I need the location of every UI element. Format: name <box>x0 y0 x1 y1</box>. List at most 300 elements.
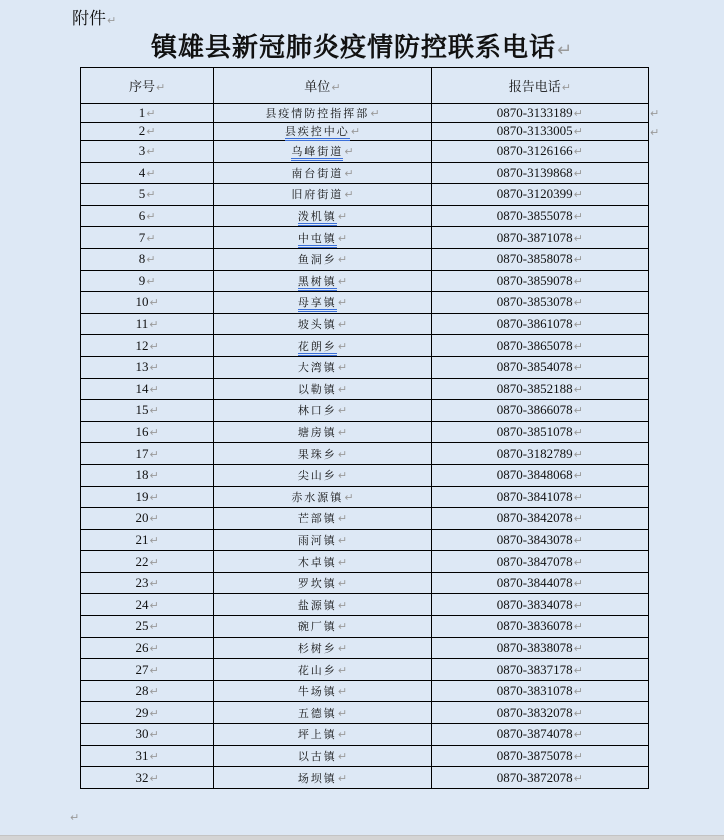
paragraph-mark-icon: ↵ <box>337 339 348 353</box>
cell-phone-text: 0870-3859078 <box>496 272 573 288</box>
cell-phone-text: 0870-3133005 <box>496 123 573 139</box>
cell-unit <box>214 551 431 573</box>
paragraph-mark-icon: ↵ <box>573 274 583 288</box>
paragraph-mark-icon: ↵ <box>650 126 660 139</box>
cell-phone-text: 0870-3126166 <box>496 143 573 159</box>
cell-unit-text: 乌峰街道 <box>291 145 343 161</box>
cell-phone <box>431 508 648 530</box>
cell-seq <box>81 637 214 659</box>
cell-unit <box>214 702 431 724</box>
cell-unit <box>214 356 431 378</box>
cell-seq-text: 3 <box>138 143 146 159</box>
paragraph-mark-icon: ↵ <box>344 166 354 180</box>
table-row <box>81 745 649 767</box>
cell-phone-text: 0870-3855078 <box>496 208 573 224</box>
paragraph-mark-icon: ↵ <box>370 106 380 120</box>
paragraph-mark-icon: ↵ <box>149 771 159 785</box>
paragraph-mark-icon: ↵ <box>573 749 583 763</box>
paragraph-mark-icon: ↵ <box>573 685 583 699</box>
attachment-label: 附件↵ <box>72 9 117 29</box>
table-row <box>81 767 649 789</box>
cell-seq-text: 25 <box>135 618 149 634</box>
cell-seq <box>81 767 214 789</box>
table-row <box>81 205 649 227</box>
cell-unit <box>214 745 431 767</box>
cell-seq-text: 23 <box>135 575 149 591</box>
cell-phone-text: 0870-3848068 <box>496 467 573 483</box>
paragraph-mark-icon: ↵ <box>149 533 159 547</box>
cell-seq-text: 6 <box>138 208 146 224</box>
table-row <box>81 616 649 638</box>
cell-unit <box>214 724 431 746</box>
cell-unit <box>214 572 431 594</box>
paragraph-mark-icon: ↵ <box>573 620 583 634</box>
paragraph-mark-icon: ↵ <box>149 598 159 612</box>
paragraph-mark-icon: ↵ <box>337 361 348 375</box>
cell-phone <box>431 724 648 746</box>
cell-seq <box>81 724 214 746</box>
cell-seq <box>81 335 214 357</box>
cell-phone <box>431 104 648 123</box>
cell-seq <box>81 594 214 616</box>
cell-unit <box>214 637 431 659</box>
cell-phone <box>431 637 648 659</box>
table-row <box>81 104 649 123</box>
paragraph-mark-icon: ↵ <box>573 188 583 202</box>
cell-seq <box>81 141 214 163</box>
paragraph-mark-icon: ↵ <box>337 533 348 547</box>
cell-seq <box>81 227 214 249</box>
cell-unit <box>214 529 431 551</box>
cell-unit-text: 赤水源镇 <box>291 490 344 504</box>
paragraph-mark-icon: ↵ <box>337 577 348 591</box>
cell-unit-text: 碗厂镇 <box>297 620 337 634</box>
paragraph-mark-icon: ↵ <box>344 145 354 159</box>
paragraph-mark-icon: ↵ <box>149 490 159 504</box>
table-row <box>81 378 649 400</box>
cell-seq <box>81 292 214 314</box>
cell-seq <box>81 680 214 702</box>
table-row <box>81 335 649 357</box>
table-row <box>81 421 649 443</box>
paragraph-mark-icon: ↵ <box>573 490 583 504</box>
cell-phone <box>431 767 648 789</box>
paragraph-mark-icon: ↵ <box>337 447 348 461</box>
cell-phone <box>431 227 648 249</box>
document-title: 镇雄县新冠肺炎疫情防控联系电话↵ <box>150 33 574 63</box>
cell-seq-text: 27 <box>135 661 149 677</box>
cell-phone <box>431 443 648 465</box>
cell-phone <box>431 702 648 724</box>
cell-phone-text: 0870-3852188 <box>496 380 573 396</box>
cell-unit <box>214 270 431 292</box>
cell-unit-text: 塘房镇 <box>297 426 337 440</box>
cell-phone <box>431 356 648 378</box>
header-unit: 单位↵ <box>214 68 431 104</box>
paragraph-mark-icon: ↵ <box>149 620 159 634</box>
paragraph-mark-icon: ↵ <box>149 296 159 310</box>
paragraph-mark-icon: ↵ <box>337 663 348 677</box>
paragraph-mark-icon: ↵ <box>146 188 156 202</box>
paragraph-mark-icon: ↵ <box>149 339 159 353</box>
paragraph-mark-icon: ↵ <box>149 318 159 332</box>
cell-unit-text: 黑树镇 <box>298 275 337 291</box>
paragraph-mark-icon: ↵ <box>149 749 159 763</box>
cell-phone <box>431 141 648 163</box>
cell-phone <box>431 659 648 681</box>
cell-seq-text: 26 <box>135 639 149 655</box>
cell-unit <box>214 248 431 270</box>
cell-phone <box>431 248 648 270</box>
cell-unit-text: 牛场镇 <box>297 685 337 699</box>
paragraph-mark-icon: ↵ <box>337 210 348 224</box>
cell-seq-text: 32 <box>135 769 149 785</box>
cell-phone-text: 0870-3854078 <box>496 359 573 375</box>
paragraph-mark-icon: ↵ <box>146 106 156 120</box>
paragraph-mark-icon: ↵ <box>146 166 156 180</box>
cell-phone-text: 0870-3875078 <box>496 747 573 763</box>
paragraph-mark-icon: ↵ <box>146 210 156 224</box>
table-row <box>81 356 649 378</box>
paragraph-mark-icon: ↵ <box>337 469 348 483</box>
cell-unit <box>214 400 431 422</box>
paragraph-mark-icon: ↵ <box>573 728 583 742</box>
cell-unit <box>214 184 431 206</box>
table-row <box>81 248 649 270</box>
paragraph-mark-icon: ↵ <box>344 490 354 504</box>
table-row <box>81 551 649 573</box>
cell-unit-text: 中屯镇 <box>298 232 337 248</box>
cell-seq <box>81 551 214 573</box>
table-row <box>81 270 649 292</box>
cell-seq-text: 12 <box>135 337 149 353</box>
paragraph-mark-icon: ↵ <box>337 641 348 655</box>
cell-seq-text: 1 <box>138 104 146 120</box>
table-row <box>81 572 649 594</box>
cell-seq-text: 21 <box>135 531 149 547</box>
paragraph-mark-icon: ↵ <box>337 318 348 332</box>
cell-phone <box>431 529 648 551</box>
table-row <box>81 529 649 551</box>
table-row <box>81 508 649 530</box>
cell-unit-text: 林口乡 <box>297 404 337 418</box>
cell-phone-text: 0870-3858078 <box>496 251 573 267</box>
table-row <box>81 292 649 314</box>
cell-seq <box>81 205 214 227</box>
cell-seq <box>81 443 214 465</box>
cell-unit-text: 县疫情防控指挥部 <box>265 106 370 120</box>
cell-phone-text: 0870-3872078 <box>496 769 573 785</box>
cell-unit-text: 泼机镇 <box>298 210 337 226</box>
cell-phone <box>431 378 648 400</box>
cell-unit <box>214 659 431 681</box>
cell-seq-text: 11 <box>135 316 149 332</box>
cell-unit-text: 芒部镇 <box>297 512 337 526</box>
paragraph-mark-icon: ↵ <box>337 512 348 526</box>
cell-seq <box>81 572 214 594</box>
paragraph-mark-icon: ↵ <box>149 685 159 699</box>
cell-seq <box>81 104 214 123</box>
header-seq: 序号↵ <box>81 68 214 104</box>
cell-phone <box>431 270 648 292</box>
paragraph-mark-icon: ↵ <box>573 106 583 120</box>
paragraph-mark-icon: ↵ <box>146 253 156 267</box>
paragraph-mark-icon: ↵ <box>350 125 361 139</box>
cell-seq <box>81 248 214 270</box>
cell-seq <box>81 659 214 681</box>
paragraph-mark-icon: ↵ <box>337 706 348 720</box>
paragraph-mark-icon: ↵ <box>146 231 156 245</box>
cell-unit-text: 以古镇 <box>297 749 337 763</box>
cell-seq <box>81 270 214 292</box>
cell-phone <box>431 486 648 508</box>
paragraph-mark-icon: ↵ <box>337 231 348 245</box>
table-row <box>81 162 649 184</box>
cell-unit <box>214 378 431 400</box>
cell-unit-text: 盐源镇 <box>297 598 337 612</box>
cell-phone <box>431 745 648 767</box>
paragraph-mark-icon: ↵ <box>573 598 583 612</box>
paragraph-mark-icon: ↵ <box>337 620 348 634</box>
table-row <box>81 122 649 141</box>
paragraph-mark-icon: ↵ <box>573 404 583 418</box>
cell-unit <box>214 227 431 249</box>
paragraph-mark-icon: ↵ <box>556 40 574 61</box>
contacts-table <box>80 67 649 789</box>
cell-phone-text: 0870-3838078 <box>496 639 573 655</box>
cell-unit <box>214 464 431 486</box>
cell-phone-text: 0870-3861078 <box>496 316 573 332</box>
paragraph-mark-icon: ↵ <box>337 685 348 699</box>
table-row <box>81 702 649 724</box>
cell-phone-text: 0870-3836078 <box>496 618 573 634</box>
paragraph-mark-icon: ↵ <box>107 14 117 27</box>
paragraph-mark-icon: ↵ <box>149 426 159 440</box>
paragraph-mark-icon: ↵ <box>337 728 348 742</box>
cell-seq-text: 20 <box>135 510 149 526</box>
cell-seq-text: 13 <box>135 359 149 375</box>
cell-unit <box>214 104 431 123</box>
paragraph-mark-icon: ↵ <box>70 811 80 824</box>
table-row <box>81 313 649 335</box>
cell-unit-text: 花山乡 <box>297 663 337 677</box>
cell-unit <box>214 443 431 465</box>
paragraph-mark-icon: ↵ <box>149 404 159 418</box>
paragraph-mark-icon: ↵ <box>149 641 159 655</box>
cell-phone-text: 0870-3831078 <box>496 683 573 699</box>
paragraph-mark-icon: ↵ <box>149 382 159 396</box>
paragraph-mark-icon: ↵ <box>149 706 159 720</box>
cell-phone-text: 0870-3843078 <box>496 531 573 547</box>
cell-seq-text: 10 <box>135 294 149 310</box>
cell-seq-text: 17 <box>135 445 149 461</box>
paragraph-mark-icon: ↵ <box>337 382 348 396</box>
cell-unit-text: 木卓镇 <box>297 555 337 569</box>
cell-phone-text: 0870-3874078 <box>496 726 573 742</box>
table-row <box>81 724 649 746</box>
paragraph-mark-icon: ↵ <box>573 771 583 785</box>
cell-unit <box>214 486 431 508</box>
paragraph-mark-icon: ↵ <box>650 107 660 120</box>
cell-seq-text: 29 <box>135 704 149 720</box>
cell-phone-text: 0870-3844078 <box>496 575 573 591</box>
paragraph-mark-icon: ↵ <box>344 188 354 202</box>
paragraph-mark-icon: ↵ <box>573 706 583 720</box>
cell-seq <box>81 400 214 422</box>
cell-phone <box>431 292 648 314</box>
cell-seq-text: 14 <box>135 380 149 396</box>
cell-seq <box>81 529 214 551</box>
paragraph-mark-icon: ↵ <box>337 296 348 310</box>
cell-phone-text: 0870-3120399 <box>496 186 573 202</box>
cell-seq <box>81 745 214 767</box>
table-row <box>81 184 649 206</box>
paragraph-mark-icon: ↵ <box>573 533 583 547</box>
paragraph-mark-icon: ↵ <box>573 210 583 224</box>
cell-unit-text: 杉树乡 <box>297 641 337 655</box>
cell-unit-text: 花朗乡 <box>298 340 337 356</box>
cell-seq <box>81 486 214 508</box>
paragraph-mark-icon: ↵ <box>337 749 348 763</box>
cell-unit-text: 南台街道 <box>291 166 344 180</box>
cell-unit-text: 鱼洞乡 <box>297 253 337 267</box>
cell-seq <box>81 702 214 724</box>
cell-unit-text: 雨河镇 <box>297 533 337 547</box>
cell-unit <box>214 162 431 184</box>
paragraph-mark-icon: ↵ <box>573 426 583 440</box>
cell-seq-text: 2 <box>138 123 146 139</box>
paragraph-mark-icon: ↵ <box>573 231 583 245</box>
paragraph-mark-icon: ↵ <box>573 382 583 396</box>
cell-phone-text: 0870-3871078 <box>496 229 573 245</box>
cell-phone <box>431 313 648 335</box>
paragraph-mark-icon: ↵ <box>573 469 583 483</box>
table-row <box>81 400 649 422</box>
table-row <box>81 680 649 702</box>
cell-seq-text: 9 <box>138 272 146 288</box>
table-row <box>81 594 649 616</box>
paragraph-mark-icon: ↵ <box>573 663 583 677</box>
cell-phone-text: 0870-3847078 <box>496 553 573 569</box>
cell-seq-text: 30 <box>135 726 149 742</box>
cell-seq-text: 4 <box>138 164 146 180</box>
cell-phone <box>431 680 648 702</box>
cell-seq-text: 8 <box>138 251 146 267</box>
cell-phone <box>431 551 648 573</box>
cell-phone <box>431 616 648 638</box>
cell-unit-text: 以勒镇 <box>297 382 337 396</box>
cell-seq-text: 5 <box>138 186 146 202</box>
paragraph-mark-icon: ↵ <box>573 641 583 655</box>
cell-unit-text: 坪上镇 <box>297 728 337 742</box>
paragraph-mark-icon: ↵ <box>573 577 583 591</box>
paragraph-mark-icon: ↵ <box>337 426 348 440</box>
cell-phone-text: 0870-3832078 <box>496 704 573 720</box>
cell-unit <box>214 141 431 163</box>
cell-phone-text: 0870-3851078 <box>496 424 573 440</box>
paragraph-mark-icon: ↵ <box>337 555 348 569</box>
paragraph-mark-icon: ↵ <box>149 577 159 591</box>
cell-unit <box>214 421 431 443</box>
cell-unit-text: 母享镇 <box>298 296 337 312</box>
paragraph-mark-icon: ↵ <box>149 728 159 742</box>
paragraph-mark-icon: ↵ <box>149 469 159 483</box>
cell-seq <box>81 184 214 206</box>
paragraph-mark-icon: ↵ <box>337 253 348 267</box>
cell-phone <box>431 122 648 141</box>
cell-unit <box>214 313 431 335</box>
cell-unit-text: 尖山乡 <box>297 469 337 483</box>
paragraph-mark-icon: ↵ <box>337 274 348 288</box>
cell-seq <box>81 162 214 184</box>
paragraph-mark-icon: ↵ <box>337 598 348 612</box>
cell-seq <box>81 378 214 400</box>
table-row <box>81 464 649 486</box>
cell-seq-text: 19 <box>135 488 149 504</box>
table-header-row <box>81 68 649 104</box>
paragraph-mark-icon: ↵ <box>573 145 583 159</box>
paragraph-mark-icon: ↵ <box>149 555 159 569</box>
paragraph-mark-icon: ↵ <box>573 512 583 526</box>
cell-seq <box>81 508 214 530</box>
cell-seq <box>81 464 214 486</box>
paragraph-mark-icon: ↵ <box>146 274 156 288</box>
paragraph-mark-icon: ↵ <box>149 663 159 677</box>
cell-phone-text: 0870-3842078 <box>496 510 573 526</box>
cell-unit <box>214 292 431 314</box>
cell-unit <box>214 335 431 357</box>
paragraph-mark-icon: ↵ <box>149 512 159 526</box>
cell-unit-text: 罗坎镇 <box>297 577 337 591</box>
table-row <box>81 637 649 659</box>
cell-seq-text: 18 <box>135 467 149 483</box>
paragraph-mark-icon: ↵ <box>573 447 583 461</box>
cell-phone <box>431 572 648 594</box>
cell-phone-text: 0870-3866078 <box>496 402 573 418</box>
table-row <box>81 486 649 508</box>
cell-seq <box>81 313 214 335</box>
cell-phone-text: 0870-3853078 <box>496 294 573 310</box>
cell-unit-text: 果珠乡 <box>297 447 337 461</box>
cell-phone <box>431 400 648 422</box>
status-bar-edge <box>0 835 724 840</box>
cell-unit-text: 大湾镇 <box>297 361 337 375</box>
cell-seq <box>81 122 214 141</box>
cell-unit <box>214 616 431 638</box>
cell-unit-text: 坡头镇 <box>297 318 337 332</box>
cell-unit <box>214 594 431 616</box>
cell-seq-text: 7 <box>138 229 146 245</box>
cell-unit <box>214 767 431 789</box>
table-row <box>81 141 649 163</box>
paragraph-mark-icon: ↵ <box>149 361 159 375</box>
cell-unit-text: 县疾控中心 <box>285 125 350 141</box>
table-row <box>81 443 649 465</box>
header-phone: 报告电话↵ <box>431 68 648 104</box>
cell-phone <box>431 205 648 227</box>
cell-phone-text: 0870-3182789 <box>496 445 573 461</box>
paragraph-mark-icon: ↵ <box>573 296 583 310</box>
cell-unit <box>214 508 431 530</box>
cell-seq <box>81 616 214 638</box>
cell-unit <box>214 122 431 141</box>
cell-seq-text: 28 <box>135 683 149 699</box>
paragraph-mark-icon: ↵ <box>573 339 583 353</box>
paragraph-mark-icon: ↵ <box>573 125 583 139</box>
table-row <box>81 227 649 249</box>
cell-unit <box>214 680 431 702</box>
cell-seq-text: 16 <box>135 424 149 440</box>
